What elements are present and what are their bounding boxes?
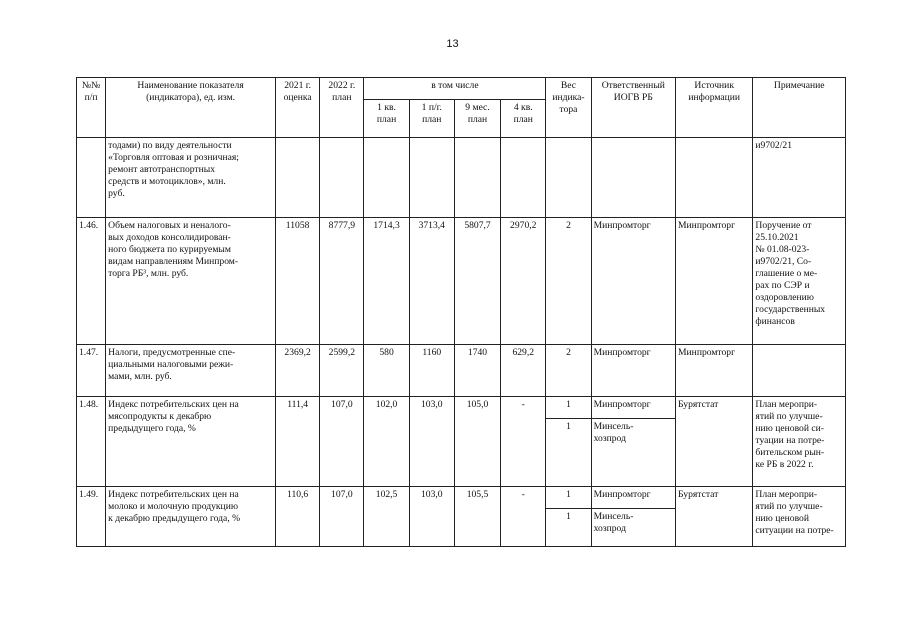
row-est2021: 110,6 <box>276 487 320 547</box>
header-resp: Ответственный ИОГВ РБ <box>591 78 675 138</box>
row-weight: 1 <box>546 397 591 419</box>
row-source: Бурятстат <box>676 397 753 487</box>
row-m9: 5807,7 <box>454 218 500 345</box>
table-row <box>77 487 846 509</box>
row-plan2022: 2599,2 <box>320 345 364 397</box>
row-q1: 102,5 <box>364 487 409 547</box>
row-m9: 105,0 <box>454 397 500 487</box>
header-incl: в том числе <box>364 78 546 100</box>
header-source: Источник информации <box>676 78 753 138</box>
row-q1: 1714,3 <box>364 218 409 345</box>
row-note: План меропри- ятий по улучше- нию ценовой си- туации на потре- бительском рын- ке РБ в 2022 г. <box>753 397 846 487</box>
row-m9: 1740 <box>454 345 500 397</box>
row-num: 1.49. <box>77 487 106 547</box>
row-q1: 580 <box>364 345 409 397</box>
row-num: 1.46. <box>77 218 106 345</box>
row-q4: 629,2 <box>501 345 546 397</box>
row-resp: Минпромторг <box>591 397 675 419</box>
row-weight: 1 <box>546 509 591 547</box>
header-weight: Вес индика- тора <box>546 78 591 138</box>
header-plan2022: 2022 г. план <box>320 78 364 138</box>
header-note: Примечание <box>753 78 846 138</box>
row-name: Индекс потребительских цен на молоко и молочную продукцию к декабрю предыдущего года, % <box>106 487 276 547</box>
table-row <box>77 397 846 419</box>
row-weight: 2 <box>546 218 591 345</box>
row-name: тодами) по виду деятельности «Торговля оптовая и розничная; ремонт автотранспортных средств и мотоциклов», млн. руб. <box>106 138 276 218</box>
row-est2021: 2369,2 <box>276 345 320 397</box>
row-q4: - <box>501 487 546 547</box>
header-name: Наименование показателя (индикатора), ед. изм. <box>106 78 276 138</box>
row-resp: Минсель- хозпрод <box>591 419 675 487</box>
table-row <box>77 345 846 397</box>
row-m9: 105,5 <box>454 487 500 547</box>
header-est2021: 2021 г. оценка <box>276 78 320 138</box>
table-row <box>77 138 846 218</box>
row-h1: 1160 <box>409 345 454 397</box>
table-row <box>77 218 846 345</box>
row-note <box>753 345 846 397</box>
indicators-table <box>76 77 846 547</box>
row-weight: 1 <box>546 419 591 487</box>
row-note: и9702/21 <box>753 138 846 218</box>
row-q4: 2970,2 <box>501 218 546 345</box>
row-est2021: 111,4 <box>276 397 320 487</box>
row-h1: 3713,4 <box>409 218 454 345</box>
header-num: №№ п/п <box>77 78 106 138</box>
row-plan2022: 8777,9 <box>320 218 364 345</box>
row-note: План меропри- ятий по улучше- нию ценовой ситуации на потре- <box>753 487 846 547</box>
row-name: Налоги, предусмотренные спе- циальными налоговыми режи- мами, млн. руб. <box>106 345 276 397</box>
row-q4: - <box>501 397 546 487</box>
row-num: 1.48. <box>77 397 106 487</box>
row-plan2022: 107,0 <box>320 397 364 487</box>
row-h1: 103,0 <box>409 397 454 487</box>
row-weight: 2 <box>546 345 591 397</box>
header-q1: 1 кв. план <box>364 100 409 138</box>
row-h1: 103,0 <box>409 487 454 547</box>
row-name: Индекс потребительских цен на мясопродукты к декабрю предыдущего года, % <box>106 397 276 487</box>
page-number: 13 <box>446 38 459 50</box>
header-m9: 9 мес. план <box>454 100 500 138</box>
row-name: Объем налоговых и неналого- вых доходов консолидирован- ного бюджета по курируемым видам направлениям Минпром- торга РБ³, млн. руб. <box>106 218 276 345</box>
row-source: Бурятстат <box>676 487 753 547</box>
row-note: Поручение от 25.10.2021 № 01.08-023- и9702/21, Со- глашение о ме- рах по СЭР и оздоровлению государственных финансов <box>753 218 846 345</box>
row-num: 1.47. <box>77 345 106 397</box>
table-header-row <box>77 78 846 100</box>
row-source: Минпромторг <box>676 345 753 397</box>
row-weight: 1 <box>546 487 591 509</box>
row-resp: Минпромторг <box>591 487 675 509</box>
header-q4: 4 кв. план <box>501 100 546 138</box>
header-h1: 1 п/г. план <box>409 100 454 138</box>
row-resp: Минпромторг <box>591 345 675 397</box>
row-source: Минпромторг <box>676 218 753 345</box>
row-q1: 102,0 <box>364 397 409 487</box>
row-resp: Минпромторг <box>591 218 675 345</box>
row-resp: Минсель- хозпрод <box>591 509 675 547</box>
row-est2021: 11058 <box>276 218 320 345</box>
row-plan2022: 107,0 <box>320 487 364 547</box>
